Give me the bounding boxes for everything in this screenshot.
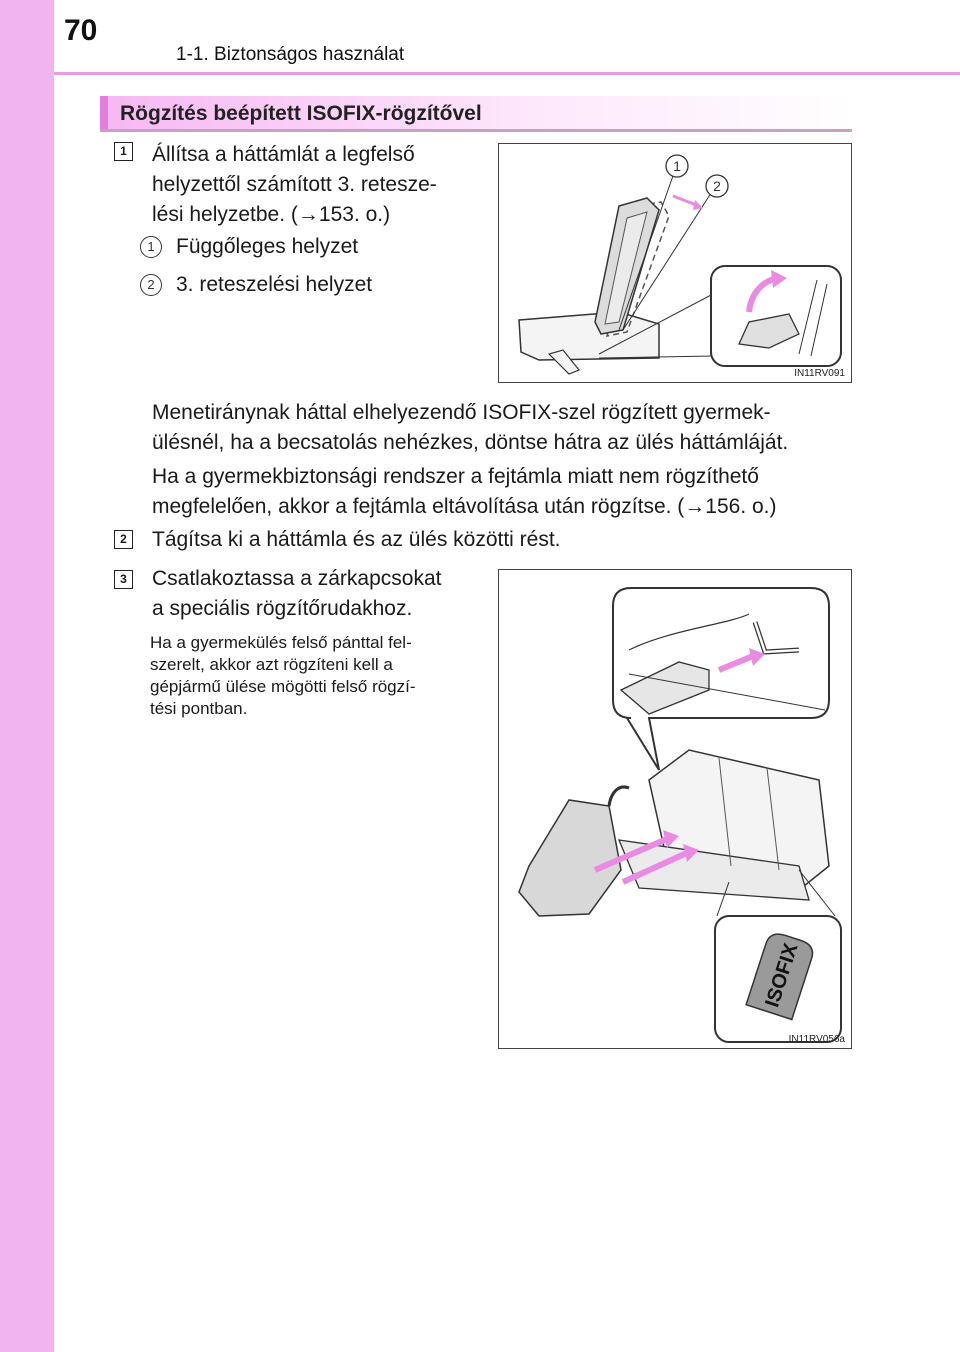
step-number-2: 2 bbox=[114, 530, 133, 549]
section-heading-bar bbox=[100, 96, 852, 132]
step1-line-3: lési helyzetbe. (→153. o.) bbox=[152, 203, 391, 226]
running-title: 1-1. Biztonságos használat bbox=[176, 44, 405, 65]
step-number-1: 1 bbox=[114, 142, 133, 161]
item-vertical-position: Függőleges helyzet bbox=[176, 235, 359, 258]
step3-line-1: Csatlakoztassa a zárkapcsokat bbox=[152, 567, 442, 590]
step3-note-line-3: gépjármű ülése mögötti felső rögzí- bbox=[150, 677, 416, 696]
step3-note-line-2: szerelt, akkor azt rögzíteni kell a bbox=[150, 655, 393, 674]
step3-note-line-1: Ha a gyermekülés felső pánttal fel- bbox=[150, 633, 412, 652]
step3-line-2: a speciális rögzítőrudakhoz. bbox=[152, 597, 413, 620]
section-title: Rögzítés beépített ISOFIX-rögzítővel bbox=[120, 102, 482, 125]
step1-line-1: Állítsa a háttámlát a legfelső bbox=[152, 143, 415, 166]
step-number-3: 3 bbox=[114, 570, 133, 589]
callout-2: 2 bbox=[140, 274, 162, 296]
figure-code: IN11RV056a bbox=[788, 1034, 845, 1045]
step1-paragraph-1-line-2: ülésnél, ha a becsatolás nehézkes, döntse hátra az ülés háttámláját. bbox=[152, 431, 789, 454]
step1-paragraph-2-line-2: megfelelően, akkor a fejtámla eltávolítása után rögzítse. (→156. o.) bbox=[152, 495, 777, 518]
figure-code: IN11RV091 bbox=[794, 368, 845, 379]
step3-note-line-4: tési pontban. bbox=[150, 699, 248, 718]
step1-line-2: helyzettől számított 3. retesze- bbox=[152, 173, 437, 196]
left-margin-band bbox=[0, 0, 54, 1352]
figure-isofix-attachment bbox=[498, 569, 852, 1049]
figure-seatback-recline bbox=[498, 143, 852, 383]
step2-text: Tágítsa ki a háttámla és az ülés közötti rést. bbox=[152, 528, 561, 551]
isofix-illustration bbox=[499, 570, 852, 1049]
header-rule bbox=[54, 72, 960, 75]
figure-callout-2: 2 bbox=[713, 178, 721, 194]
seatback-illustration bbox=[499, 144, 852, 383]
callout-1: 1 bbox=[140, 236, 162, 258]
isofix-label: ISOFIX bbox=[761, 940, 803, 1010]
item-third-lock-position: 3. reteszelési helyzet bbox=[176, 273, 373, 296]
figure-callout-1: 1 bbox=[673, 158, 681, 174]
step1-paragraph-2-line-1: Ha a gyermekbiztonsági rendszer a fejtámla miatt nem rögzíthető bbox=[152, 465, 759, 488]
step1-paragraph-1-line-1: Menetiránynak háttal elhelyezendő ISOFIX-szel rögzített gyermek- bbox=[152, 401, 771, 424]
page-number: 70 bbox=[64, 14, 98, 47]
